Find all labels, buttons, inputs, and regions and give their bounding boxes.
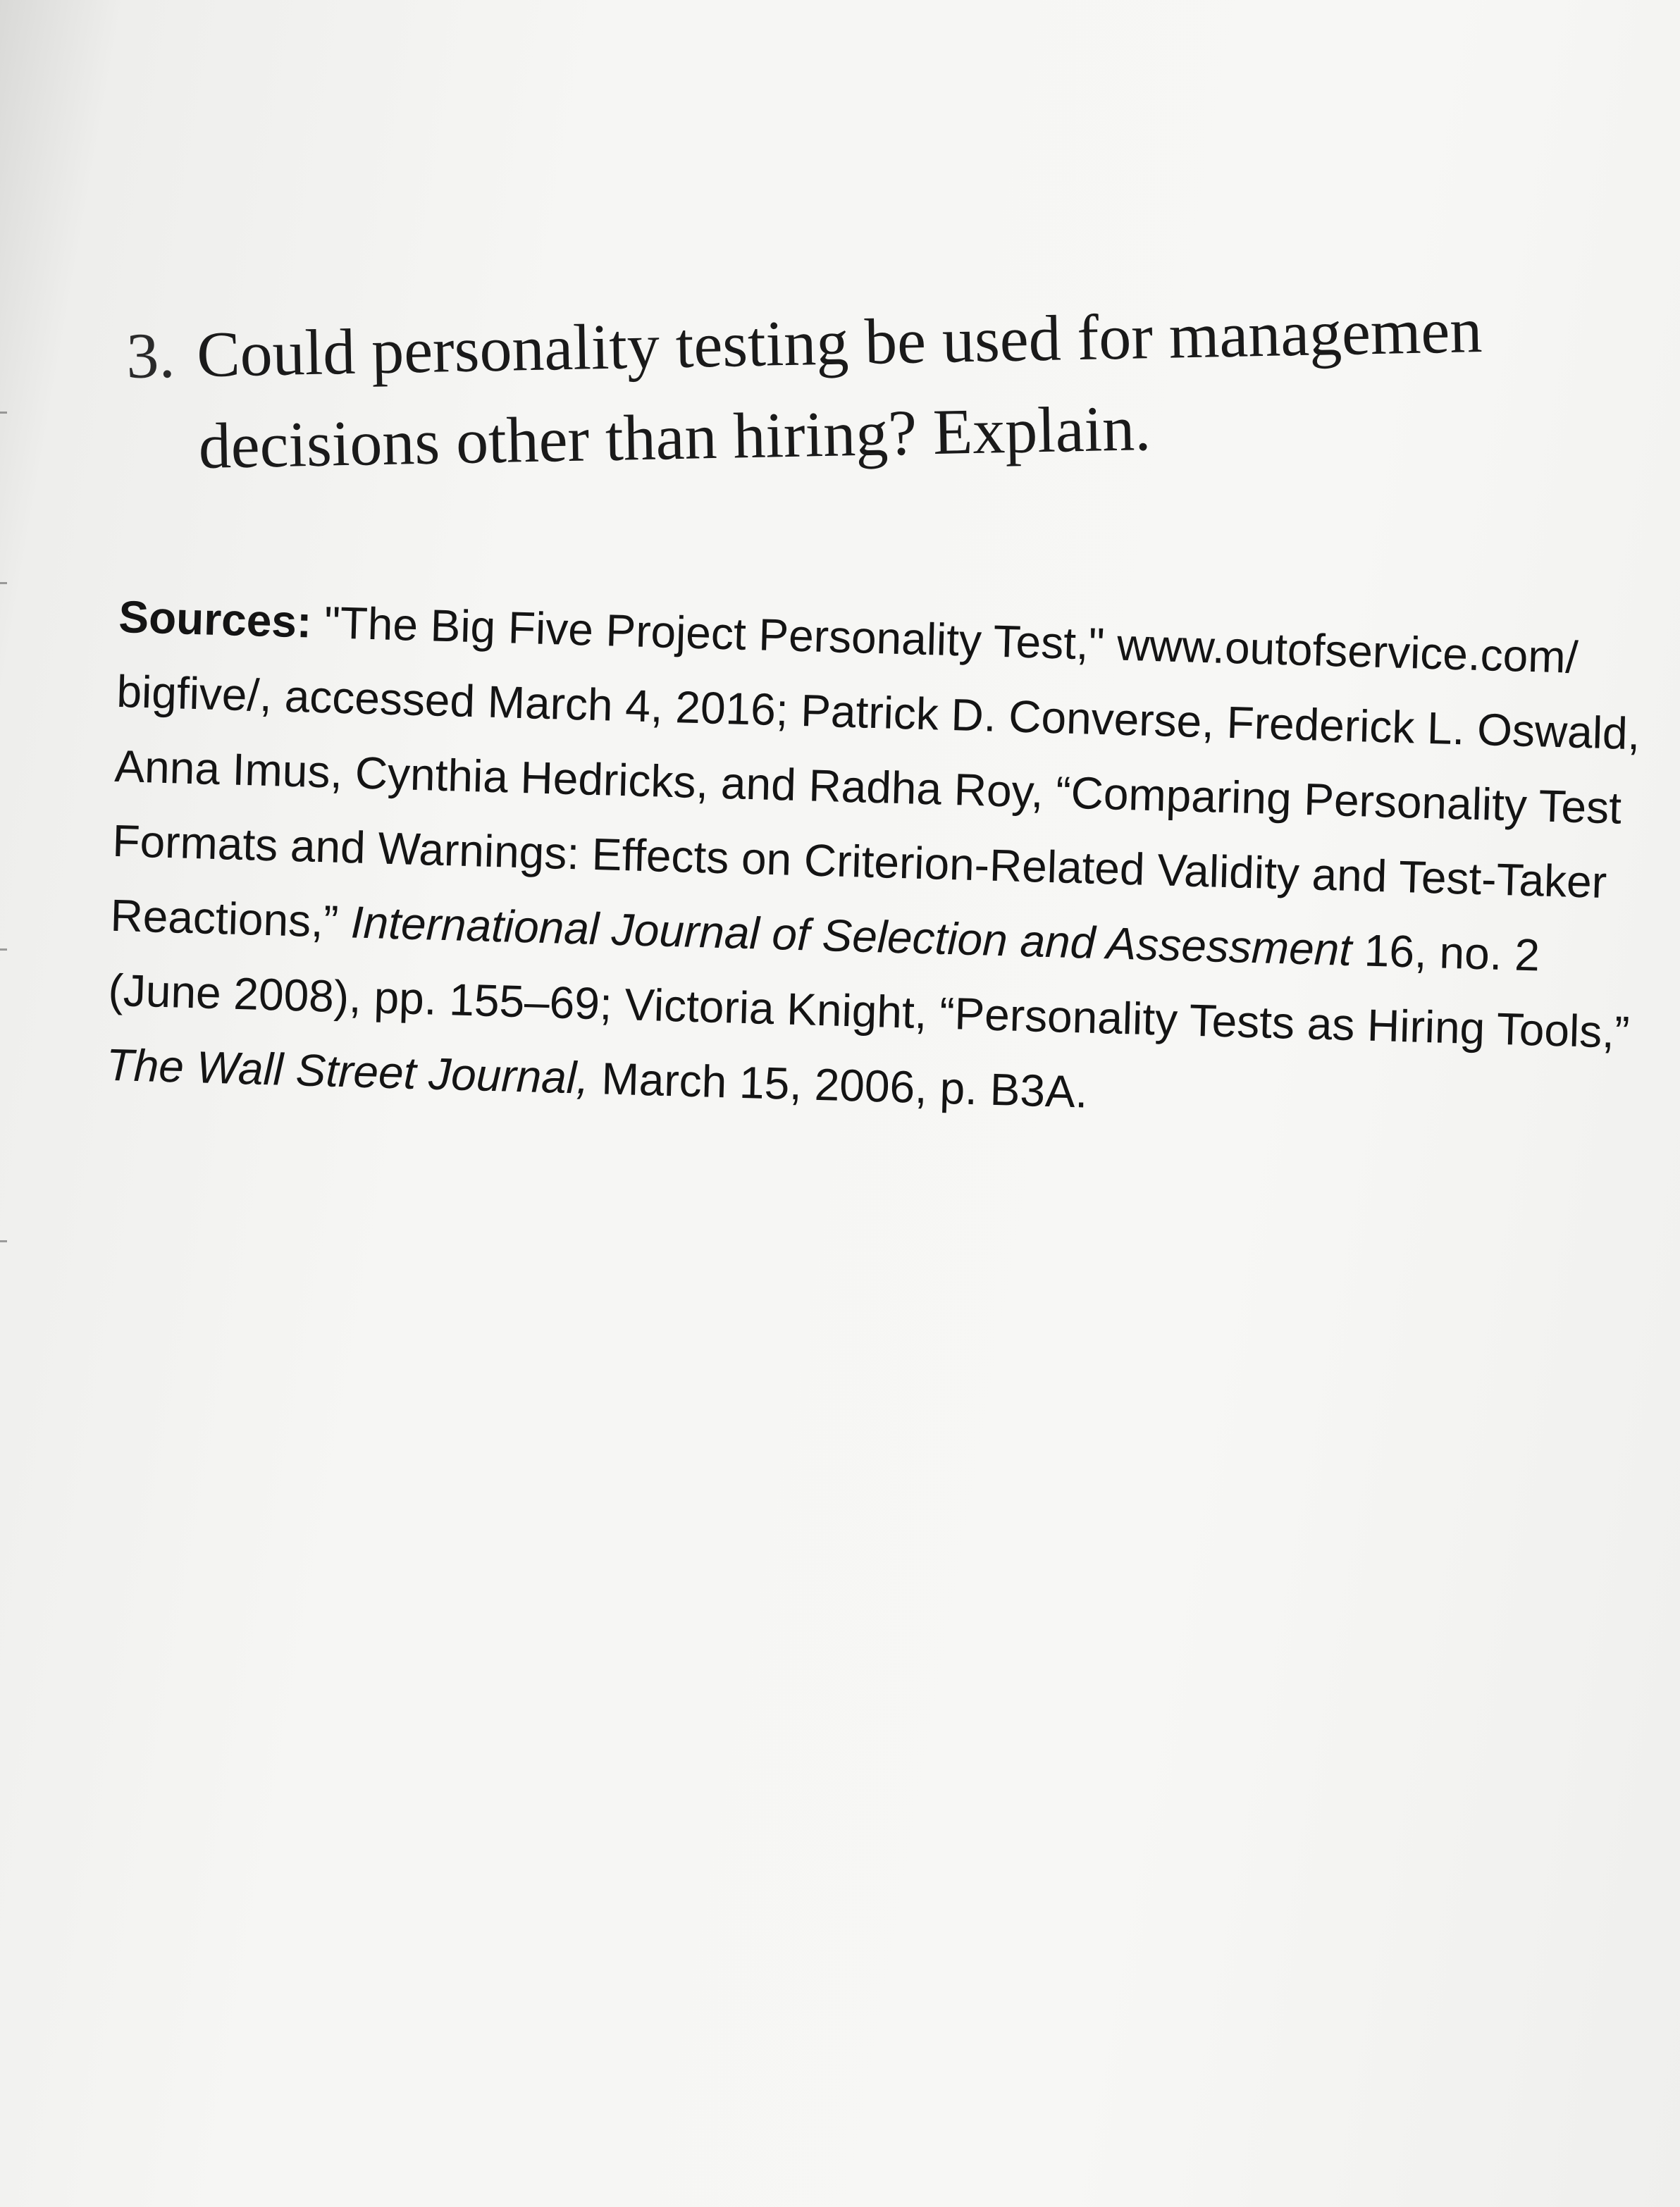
sources-text-part-3: March 15, 2006, p. B3A. xyxy=(588,1052,1089,1118)
margin-mark xyxy=(0,582,7,584)
journal-title-2: The Wall Street Journal, xyxy=(105,1039,590,1104)
sources-paragraph xyxy=(105,579,1662,1145)
margin-mark xyxy=(0,948,7,951)
question-text-line-2: decisions other than hiring? Explain. xyxy=(197,392,1152,483)
margin-mark xyxy=(0,412,7,414)
discussion-question xyxy=(125,280,1680,493)
journal-title-1: International Journal of Selection and Assessment xyxy=(350,896,1353,976)
sources-text-part-2: 16, no. 2 (June 2008), pp. 155–69; Victoria Knight, “Personality Tests as Hiring Tools,” xyxy=(107,925,1631,1058)
sources-text-part-1: "The Big Five Project Personality Test," www.outofservice.com/ bigfive/, accessed March 4, 2016; Patrick D. Converse, Frederick L. Oswald, Anna Imus, Cynthia Hedricks, and Radha Roy, “Comparing Personality Test Formats and Warnings: Effects on Criterion-Related Validity and Test-Taker Reactions,” xyxy=(109,596,1641,948)
sources-label: Sources: xyxy=(118,591,313,648)
question-number: 3. xyxy=(125,319,176,392)
margin-mark xyxy=(0,1240,7,1242)
question-text-line-1: Could personality testing be used for managemen xyxy=(196,294,1483,391)
